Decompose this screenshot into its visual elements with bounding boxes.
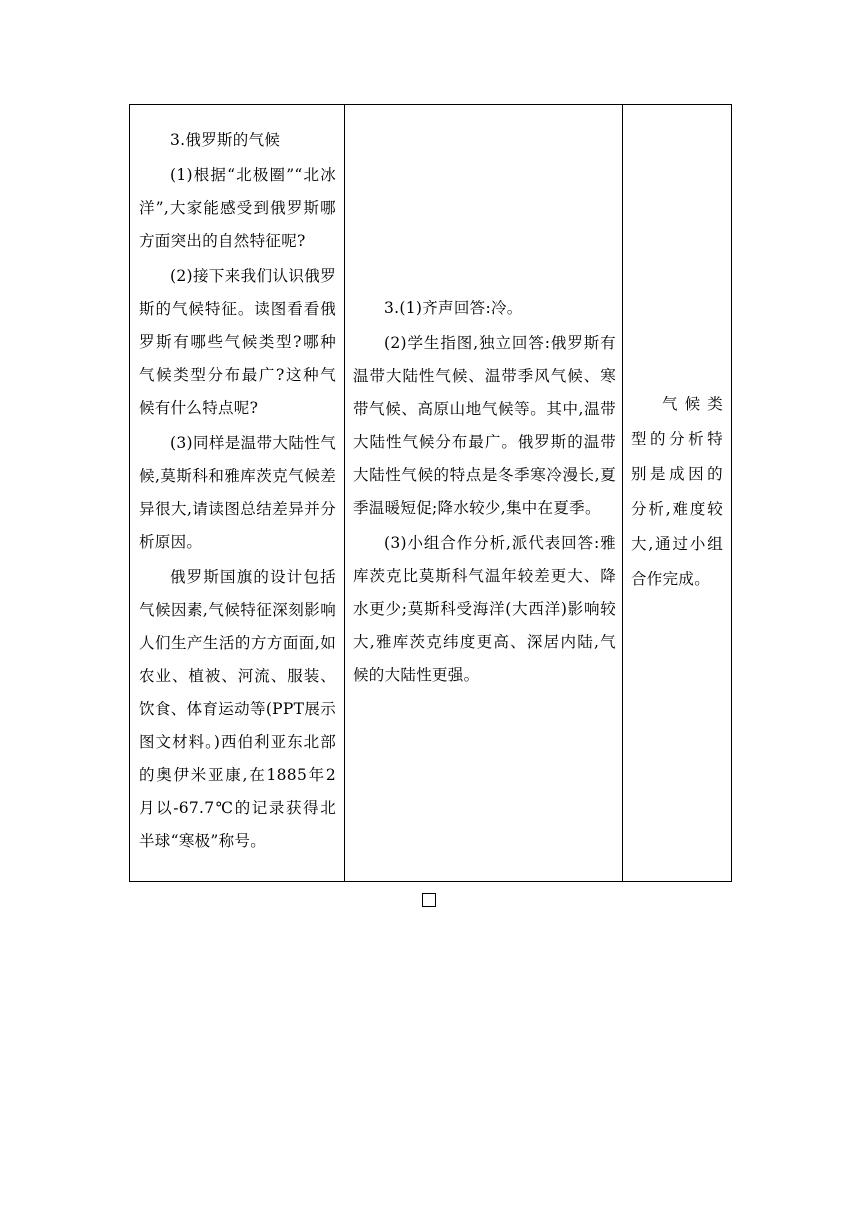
student-paragraph-1: 3.(1)齐声回答:冷。 — [384, 299, 523, 317]
teacher-paragraph-1: (1)根据“北极圈”“北冰洋”,大家能感受到俄罗斯哪方面突出的自然特征呢? — [139, 166, 336, 250]
teacher-paragraph-3: (3)同样是温带大陆性气候,莫斯科和雅库茨克气候差异很大,请读图总结差异并分析原因。 — [139, 434, 336, 551]
student-paragraph-3: (3)小组合作分析,派代表回答:雅库茨克比莫斯科气温年较差更大、降水更少;莫斯科受海洋(大西洋)影响较大,雅库茨克纬度更高、深居内陆,气候的大陆性更强。 — [353, 534, 616, 684]
design-intent-text: 气候类型的分析特别是成因的分析,难度较大,通过小组合作完成。 — [631, 395, 723, 588]
student-paragraph-2: (2)学生指图,独立回答:俄罗斯有温带大陆性气候、温带季风气候、寒带气候、高原山地气候等。其中,温带大陆性气候分布最广。俄罗斯的温带大陆性气候的特点是冬季寒冷漫长,夏季温暖短促;降水较少,集中在夏季。 — [353, 334, 616, 517]
teacher-paragraph-4: 俄罗斯国旗的设计包括气候因素,气候特征深刻影响人们生产生活的方方面面,如农业、植被、河流、服装、饮食、体育运动等(PPT展示图文材料。)西伯利亚东北部的奥伊米亚康,在1885年2月以-67.7℃的记录获得北半球“寒极”称号。 — [139, 568, 336, 850]
square-outline-icon — [422, 893, 436, 907]
lesson-table — [129, 104, 732, 882]
table-row — [130, 105, 732, 882]
teacher-activity-cell — [130, 105, 345, 882]
teacher-paragraph-2: (2)接下来我们认识俄罗斯的气候特征。读图看看俄罗斯有哪些气候类型?哪种气候类型分布最广?这种气候有什么特点呢? — [139, 267, 336, 417]
student-activity-cell — [345, 105, 623, 882]
teacher-paragraph-heading: 3.俄罗斯的气候 — [170, 131, 281, 149]
design-intent-cell — [623, 105, 732, 882]
